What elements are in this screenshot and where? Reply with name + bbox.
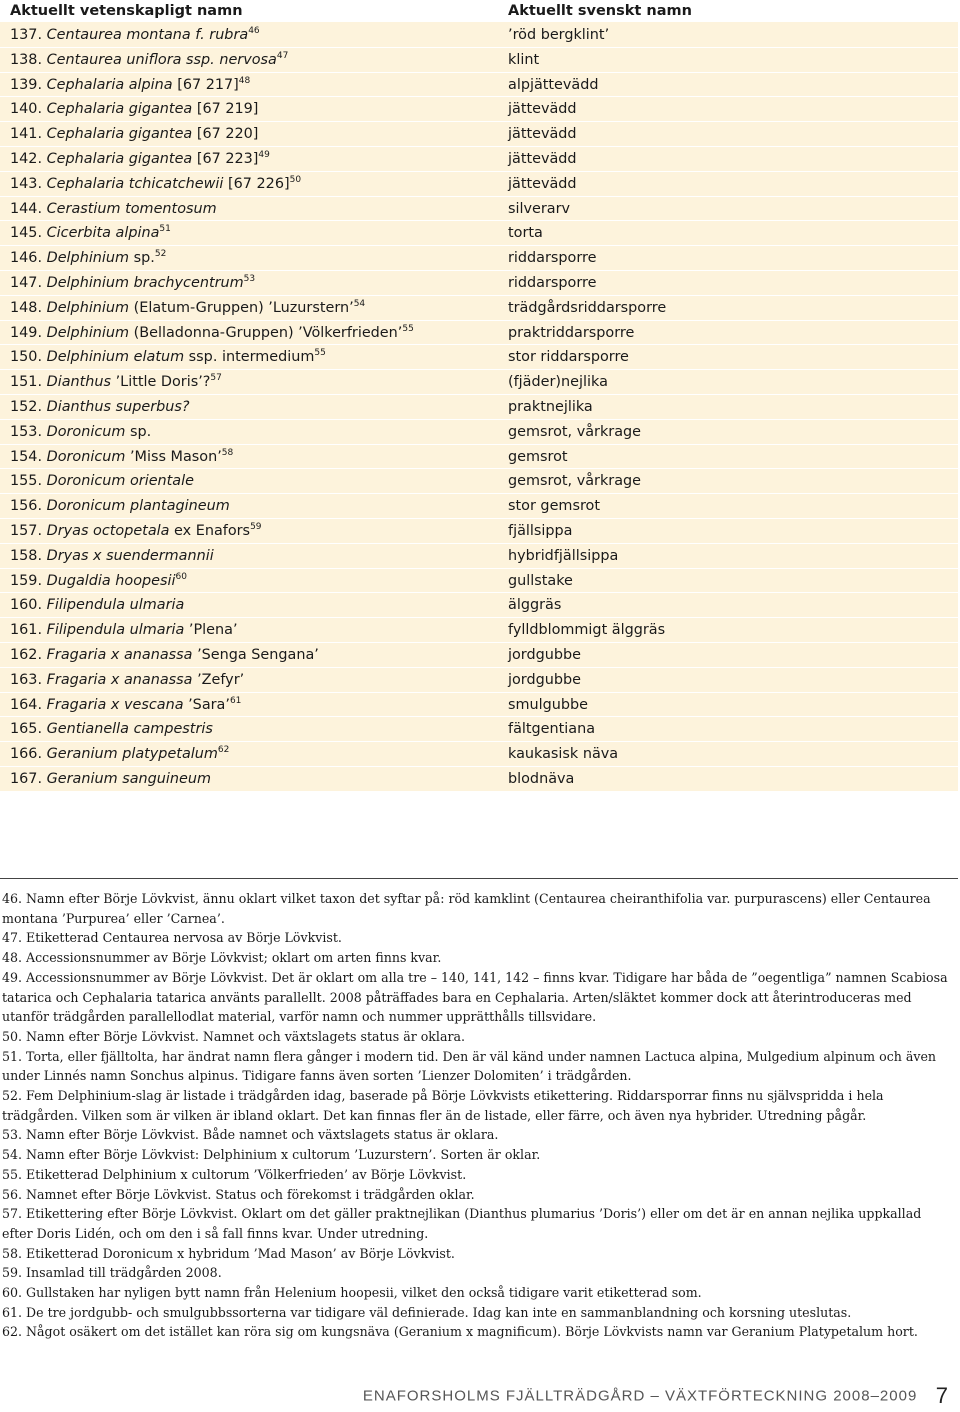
table-row — [0, 420, 958, 445]
name-suffix: [67 219] — [192, 101, 259, 118]
row-number: 162. — [10, 646, 43, 663]
scientific-name: Delphinium — [46, 250, 130, 267]
footnote: 50. Namn efter Börje Lövkvist. Namnet och växtslagets status är oklara. — [2, 1028, 466, 1044]
table-row — [0, 593, 958, 618]
row-number: 166. — [10, 746, 43, 763]
footnote: 53. Namn efter Börje Lövkvist. Både namnet och växtslagets status är oklara. — [2, 1127, 499, 1143]
row-number: 154. — [10, 448, 43, 465]
table-row — [0, 345, 958, 370]
swedish-name-cell: älggräs — [508, 597, 562, 614]
swedish-name-cell: kaukasisk näva — [508, 746, 619, 763]
scientific-name: Cerastium tomentosum — [46, 200, 217, 217]
footnote: 55. Etiketterad Delphinium x cultorum ’Völkerfrieden’ av Börje Lövkvist. — [2, 1166, 467, 1182]
scientific-name-cell — [0, 221, 508, 245]
scientific-name: Delphinium elatum — [46, 349, 185, 366]
table-row — [0, 122, 958, 147]
scientific-name-cell — [0, 197, 508, 221]
row-number: 157. — [10, 522, 43, 539]
table-row — [0, 73, 958, 98]
name-suffix: ’Miss Mason’ — [125, 448, 222, 465]
footnote: 57. Etikettering efter Börje Lövkvist. Oklart om det gäller praktnejlikan (Dianthus plumarius ’Doris’) eller om det är en annan nejlika uppkallad efter Doris Lidén, och om den i så fall finns kvar. Under utredning. — [2, 1206, 922, 1241]
swedish-name-cell: hybridfjällsippa — [508, 547, 619, 564]
swedish-name-cell: praktriddarsporre — [508, 324, 635, 341]
footnote-ref: 52 — [154, 249, 167, 260]
footnote: 51. Torta, eller fjälltolta, har ändrat namn flera gånger i modern tid. Den är väl känd under namnen Lactuca alpina, Mulgedium alpinum och även under Linnés namn Sonchus alpinus. Tidigare fanns även sorten ’Lienzer Dolomiten’ i trädgården. — [2, 1048, 937, 1084]
name-suffix: [67 220] — [192, 126, 259, 143]
page-footer — [363, 1383, 948, 1409]
name-suffix: ssp. intermedium — [184, 349, 315, 366]
scientific-name: Dryas x suendermannii — [46, 547, 214, 564]
row-number: 160. — [10, 597, 43, 614]
row-number: 144. — [10, 200, 43, 217]
footnote: 54. Namn efter Börje Lövkvist: Delphinium x cultorum ’Luzurstern’. Sorten är oklar. — [2, 1147, 541, 1163]
footnote: 49. Accessionsnummer av Börje Lövkvist. Det är oklart om alla tre – 140, 141, 142 – finns kvar. Tidigare har båda de ”oegentliga” namnen Scabiosa tatarica och Cephalaria tatarica använts parallellt. 2008 påträffades bara en Cephalaria. Arten/släktet kommer dock att återintroduceras med utanför trädgården parallellodlat material, varför namn och nummer upprätthålls tillsvidare. — [2, 969, 948, 1025]
scientific-name-cell — [0, 569, 508, 593]
scientific-name-cell — [0, 321, 508, 345]
table-body — [0, 22, 958, 792]
footnote: 46. Namn efter Börje Lövkvist, ännu oklart vilket taxon det syftar på: röd kamklint (Centaurea cheiranthifolia var. purpurascens) eller Centaurea montana ’Purpurea’ eller ’Carnea’. — [2, 891, 931, 926]
scientific-name: Delphinium brachycentrum — [46, 274, 244, 291]
scientific-name-cell — [0, 469, 508, 493]
swedish-name-cell: riddarsporre — [508, 250, 597, 267]
table-row — [0, 767, 958, 792]
scientific-name: Doronicum — [46, 448, 126, 465]
swedish-name-cell: jordgubbe — [508, 671, 581, 688]
scientific-name: Cephalaria gigantea — [46, 150, 193, 167]
header-scientific-name: Aktuellt vetenskapligt namn — [10, 3, 243, 19]
row-number: 142. — [10, 150, 43, 167]
name-suffix: (Elatum-Gruppen) ’Luzurstern’ — [129, 299, 354, 316]
scientific-name: Dianthus superbus? — [46, 398, 190, 415]
footnote: 58. Etiketterad Doronicum x hybridum ’Mad Mason’ av Börje Lövkvist. — [2, 1245, 455, 1261]
swedish-name-cell: fältgentiana — [508, 721, 596, 738]
footnote-ref: 57 — [210, 373, 222, 384]
scientific-name-cell — [0, 73, 508, 97]
row-number: 143. — [10, 175, 43, 192]
scientific-name: Delphinium — [46, 324, 130, 341]
scientific-name: Cephalaria tchicatchewii — [46, 175, 224, 192]
table-row — [0, 445, 958, 470]
scientific-name: Doronicum plantagineum — [46, 498, 230, 515]
row-number: 141. — [10, 126, 43, 143]
row-number: 167. — [10, 770, 43, 787]
scientific-name: Geranium sanguineum — [46, 770, 212, 787]
scientific-name-cell — [0, 122, 508, 146]
footnote-ref: 60 — [175, 571, 187, 582]
footnote: 60. Gullstaken har nyligen bytt namn från Helenium hoopesii, vilket den också tidigare varit etiketterad som. — [2, 1285, 702, 1301]
swedish-name-cell: ’röd bergklint’ — [508, 27, 610, 43]
table-row — [0, 221, 958, 246]
row-number: 147. — [10, 274, 43, 291]
scientific-name: Fragaria x ananassa — [46, 646, 193, 663]
scientific-name: Fragaria x ananassa — [46, 671, 193, 688]
scientific-name-cell — [0, 643, 508, 667]
footnote: 48. Accessionsnummer av Börje Lövkvist; oklart om arten finns kvar. — [2, 950, 442, 966]
table-row — [0, 544, 958, 569]
footnote: 47. Etiketterad Centaurea nervosa av Börje Lövkvist. — [2, 930, 342, 946]
name-suffix: sp. — [125, 423, 152, 440]
swedish-name-cell: stor gemsrot — [508, 498, 600, 515]
table-row — [0, 643, 958, 668]
table-header — [0, 0, 958, 22]
swedish-name-cell: alpjättevädd — [508, 76, 599, 93]
footnote-ref: 58 — [221, 447, 234, 458]
scientific-name-cell — [0, 271, 508, 295]
footer-title: ENAFORSHOLMS FJÄLLTRÄDGÅRD – VÄXTFÖRTECKNING 2008–2009 — [362, 1387, 918, 1405]
scientific-name-cell — [0, 345, 508, 369]
row-number: 138. — [10, 51, 43, 68]
swedish-name-cell: smulgubbe — [508, 696, 589, 713]
table-row — [0, 469, 958, 494]
scientific-name: Doronicum orientale — [46, 473, 194, 490]
table-row — [0, 618, 958, 643]
swedish-name-cell: gullstake — [508, 572, 573, 589]
row-number: 161. — [10, 622, 43, 639]
footnote-ref: 51 — [159, 224, 171, 235]
scientific-name: Dianthus — [46, 374, 112, 391]
table-row — [0, 717, 958, 742]
table-row — [0, 246, 958, 271]
footnote-ref: 50 — [289, 174, 302, 185]
row-number: 151. — [10, 374, 43, 391]
name-suffix: [67 223] — [192, 150, 259, 167]
row-number: 164. — [10, 696, 43, 713]
row-number: 139. — [10, 76, 43, 93]
scientific-name-cell — [0, 544, 508, 568]
footnote-ref: 48 — [238, 75, 251, 86]
scientific-name-cell — [0, 147, 508, 171]
scientific-name: Gentianella campestris — [46, 721, 213, 738]
scientific-name-cell — [0, 593, 508, 617]
name-suffix: ’Little Doris’? — [111, 374, 211, 391]
footnote-ref: 55 — [314, 348, 326, 359]
scientific-name: Centaurea montana f. rubra — [46, 27, 249, 43]
swedish-name-cell: jättevädd — [508, 150, 577, 167]
scientific-name-cell — [0, 742, 508, 766]
name-suffix: sp. — [129, 250, 155, 267]
row-number: 158. — [10, 547, 43, 564]
row-number: 150. — [10, 349, 43, 366]
scientific-name-cell — [0, 767, 508, 791]
footnote-ref: 59 — [250, 522, 262, 533]
scientific-name-cell — [0, 172, 508, 196]
swedish-name-cell: fylldblommigt älggräs — [508, 622, 666, 639]
page-number: 7 — [935, 1383, 948, 1408]
scientific-name: Filipendula ulmaria — [46, 597, 185, 614]
table-row — [0, 97, 958, 122]
swedish-name-cell: klint — [508, 51, 540, 68]
footnote-ref: 55 — [402, 323, 414, 334]
scientific-name: Cephalaria alpina — [46, 76, 173, 93]
scientific-name-cell — [0, 370, 508, 394]
footnote-ref: 62 — [217, 745, 230, 756]
scientific-name-cell — [0, 246, 508, 270]
footnote: 61. De tre jordgubb- och smulgubbssorterna var tidigare väl definierade. Idag kan inte en sammanblandning och korsning uteslutas. — [2, 1304, 852, 1320]
scientific-name: Dryas octopetala — [46, 522, 170, 539]
swedish-name-cell: (fjäder)nejlika — [508, 374, 608, 391]
scientific-name: Cephalaria gigantea — [46, 101, 193, 118]
scientific-name: Centaurea uniflora ssp. nervosa — [46, 51, 277, 68]
footnote-ref: 46 — [248, 26, 260, 37]
row-number: 148. — [10, 299, 43, 316]
footnotes — [2, 889, 955, 1342]
scientific-name-cell — [0, 494, 508, 518]
footnote-divider — [0, 878, 958, 879]
scientific-name: Filipendula ulmaria — [46, 622, 185, 639]
swedish-name-cell: silverarv — [508, 200, 571, 217]
name-suffix: ’Zefyr’ — [192, 671, 245, 688]
swedish-name-cell: gemsrot, vårkrage — [508, 473, 642, 490]
table-row — [0, 197, 958, 222]
swedish-name-cell: fjällsippa — [508, 522, 573, 539]
name-suffix: [67 226] — [223, 175, 290, 192]
table-row — [0, 172, 958, 197]
table-row — [0, 569, 958, 594]
row-number: 146. — [10, 250, 43, 267]
scientific-name: Fragaria x vescana — [46, 696, 184, 713]
scientific-name: Geranium platypetalum — [46, 746, 218, 763]
swedish-name-cell: stor riddarsporre — [508, 349, 629, 366]
scientific-name: Dugaldia hoopesii — [46, 572, 176, 589]
footnote-ref: 53 — [243, 274, 256, 285]
footnote-ref: 54 — [353, 298, 366, 309]
table-row — [0, 668, 958, 693]
row-number: 137. — [10, 27, 43, 43]
name-suffix: (Belladonna-Gruppen) ’Völkerfrieden’ — [129, 324, 403, 341]
swedish-name-cell: trädgårdsriddarsporre — [508, 299, 667, 316]
header-swedish-name: Aktuellt svenskt namn — [508, 3, 692, 19]
table-row — [0, 147, 958, 172]
name-suffix: ’Plena’ — [184, 622, 238, 639]
scientific-name-cell — [0, 296, 508, 320]
row-number: 156. — [10, 498, 43, 515]
scientific-name-cell — [0, 445, 508, 469]
scientific-name: Cephalaria gigantea — [46, 126, 193, 143]
row-number: 145. — [10, 225, 43, 242]
scientific-name-cell — [0, 693, 508, 717]
table-row — [0, 693, 958, 718]
scientific-name-cell — [0, 668, 508, 692]
footnote: 52. Fem Delphinium-slag är listade i trädgården idag, baserade på Börje Lövkvists etikettering. Riddarsporrar finns nu självspridda i hela trädgården. Vilken som är vilken är ibland oklart. Det kan finnas fler än de listade, eller färre, och även nya hybrider. Utredning pågår. — [2, 1088, 884, 1123]
scientific-name-cell — [0, 717, 508, 741]
scientific-name-cell — [0, 519, 508, 543]
scientific-name: Doronicum — [46, 423, 126, 440]
footnote: 59. Insamlad till trädgården 2008. — [2, 1265, 222, 1281]
row-number: 152. — [10, 398, 43, 415]
footnote-ref: 61 — [229, 695, 242, 706]
table-row — [0, 271, 958, 296]
swedish-name-cell: riddarsporre — [508, 274, 597, 291]
scientific-name-cell — [0, 618, 508, 642]
swedish-name-cell: jättevädd — [508, 175, 577, 192]
name-suffix: ’Senga Sengana’ — [192, 646, 319, 663]
table-row — [0, 370, 958, 395]
scientific-name-cell — [0, 395, 508, 419]
swedish-name-cell: gemsrot — [508, 448, 568, 465]
table-row — [0, 494, 958, 519]
name-suffix: ’Sara’ — [183, 696, 230, 713]
table-row — [0, 742, 958, 767]
table-row — [0, 296, 958, 321]
row-number: 155. — [10, 473, 43, 490]
swedish-name-cell: gemsrot, vårkrage — [508, 423, 642, 440]
swedish-name-cell: jättevädd — [508, 101, 577, 118]
table-row — [0, 321, 958, 346]
footnote-ref: 47 — [276, 51, 289, 61]
swedish-name-cell: praktnejlika — [508, 398, 593, 415]
table-row — [0, 23, 958, 48]
swedish-name-cell: torta — [508, 225, 543, 242]
scientific-name: Cicerbita alpina — [46, 225, 160, 242]
scientific-name-cell — [0, 23, 508, 47]
row-number: 140. — [10, 101, 43, 118]
table-row — [0, 48, 958, 73]
table-row — [0, 519, 958, 544]
footnote-ref: 49 — [258, 150, 270, 161]
name-suffix: [67 217] — [172, 76, 239, 93]
row-number: 149. — [10, 324, 43, 341]
scientific-name-cell — [0, 420, 508, 444]
swedish-name-cell: jordgubbe — [508, 646, 581, 663]
row-number: 159. — [10, 572, 43, 589]
name-suffix: ex Enafors — [169, 522, 251, 539]
scientific-name-cell — [0, 48, 508, 72]
row-number: 165. — [10, 721, 43, 738]
swedish-name-cell: jättevädd — [508, 126, 577, 143]
footnote: 62. Något osäkert om det istället kan röra sig om kungsnäva (Geranium x magnificum). Börje Lövkvists namn var Geranium Platypetalum hort. — [2, 1324, 918, 1340]
row-number: 153. — [10, 423, 43, 440]
table-row — [0, 395, 958, 420]
scientific-name-cell — [0, 97, 508, 121]
swedish-name-cell: blodnäva — [508, 770, 575, 787]
scientific-name: Delphinium — [46, 299, 130, 316]
row-number: 163. — [10, 671, 43, 688]
footnote: 56. Namnet efter Börje Lövkvist. Status och förekomst i trädgården oklar. — [2, 1186, 475, 1202]
